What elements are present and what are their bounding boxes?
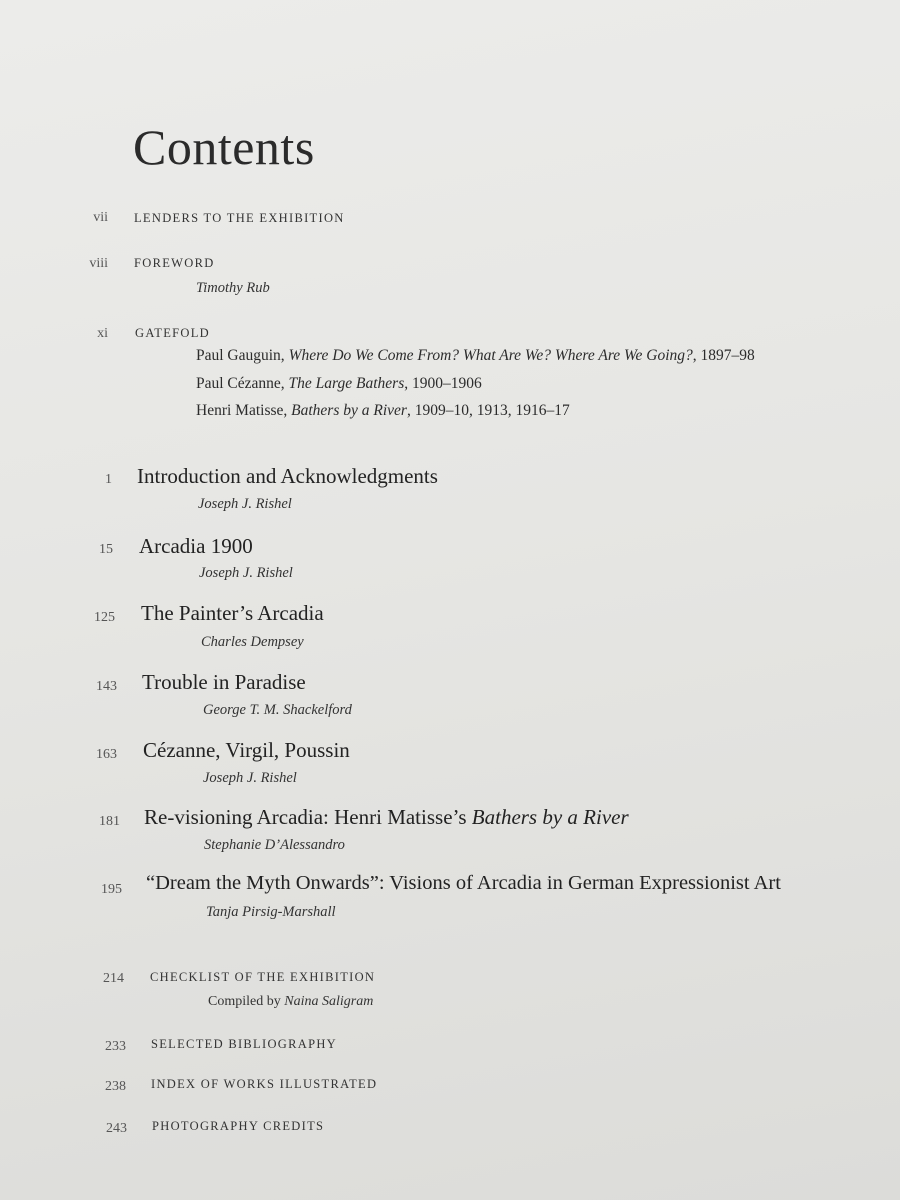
- compiled-prefix: Compiled by: [208, 994, 285, 1009]
- toc-author: Joseph J. Rishel: [198, 496, 292, 512]
- toc-entry-gatefold: GATEFOLD: [135, 326, 210, 340]
- toc-author: Joseph J. Rishel: [199, 565, 293, 581]
- essay-title-text: Re-visioning Arcadia: Henri Matisse’s: [144, 805, 472, 829]
- compiled-name: Naina Saligram: [284, 994, 374, 1009]
- toc-entry-foreword: FOREWORD: [134, 256, 215, 270]
- page-number: 15: [99, 542, 113, 557]
- page-title: Contents: [133, 119, 315, 175]
- page-number: 243: [106, 1121, 127, 1136]
- toc-author: Stephanie D’Alessandro: [204, 837, 345, 853]
- toc-author: Timothy Rub: [196, 280, 270, 296]
- gatefold-item: [196, 347, 755, 365]
- page-number: 214: [103, 971, 124, 986]
- toc-author: Joseph J. Rishel: [203, 770, 297, 786]
- gatefold-date: , 1900–1906: [404, 375, 482, 392]
- gatefold-work: The Large Bathers: [288, 375, 405, 392]
- page-number: 238: [105, 1079, 126, 1094]
- toc-author: Charles Dempsey: [201, 634, 304, 650]
- page-number: xi: [97, 326, 108, 341]
- gatefold-date: , 1897–98: [692, 347, 755, 364]
- essay-title-italic: Bathers by a River: [471, 805, 629, 829]
- toc-essay-title: Introduction and Acknowledgments: [137, 464, 438, 488]
- page-number: 233: [105, 1039, 126, 1054]
- gatefold-item: [196, 375, 482, 393]
- toc-author: Tanja Pirsig-Marshall: [206, 904, 336, 920]
- toc-essay-title: The Painter’s Arcadia: [141, 601, 324, 625]
- toc-essay-title: Trouble in Paradise: [142, 670, 306, 694]
- toc-entry-credits: PHOTOGRAPHY CREDITS: [152, 1119, 325, 1133]
- toc-compiled-by: [208, 994, 373, 1010]
- toc-essay-title: [144, 805, 629, 830]
- gatefold-artist: Paul Cézanne,: [196, 375, 289, 392]
- toc-essay-title: “Dream the Myth Onwards”: Visions of Arcadia in German Expressionist Art: [146, 872, 781, 894]
- toc-essay-title: Cézanne, Virgil, Poussin: [143, 738, 350, 762]
- page-number: 163: [96, 747, 117, 762]
- page-number: vii: [93, 210, 108, 225]
- toc-entry-checklist: CHECKLIST OF THE EXHIBITION: [150, 970, 376, 984]
- toc-entry-index: INDEX OF WORKS ILLUSTRATED: [151, 1077, 378, 1091]
- toc-author: George T. M. Shackelford: [203, 702, 352, 718]
- page-number: 195: [101, 882, 122, 897]
- page-number: 1: [105, 472, 112, 487]
- page-number: 125: [94, 610, 115, 625]
- toc-essay-title: Arcadia 1900: [139, 534, 253, 558]
- gatefold-artist: Henri Matisse,: [196, 402, 292, 419]
- gatefold-item: [196, 402, 570, 420]
- gatefold-date: , 1909–10, 1913, 1916–17: [406, 402, 570, 419]
- gatefold-work: Bathers by a River: [291, 402, 407, 419]
- page-number: 181: [99, 814, 120, 829]
- page-number: viii: [89, 256, 108, 271]
- toc-entry-bibliography: SELECTED BIBLIOGRAPHY: [151, 1037, 337, 1051]
- toc-entry-lenders: LENDERS TO THE EXHIBITION: [134, 211, 345, 225]
- page-number: 143: [96, 679, 117, 694]
- gatefold-artist: Paul Gauguin,: [196, 347, 289, 364]
- gatefold-work: Where Do We Come From? What Are We? Where Are We Going?: [288, 347, 693, 364]
